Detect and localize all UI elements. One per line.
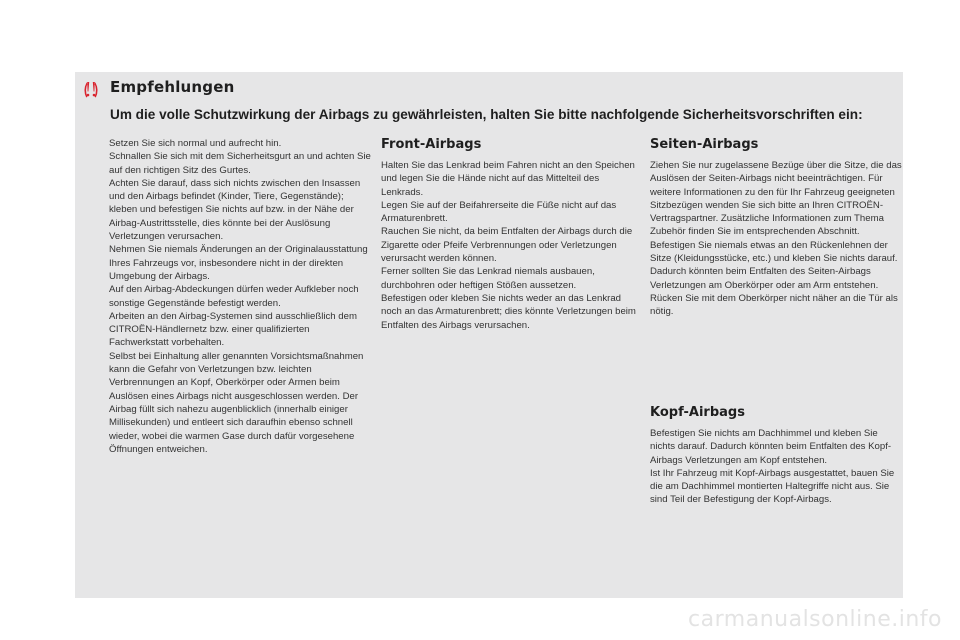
side-airbags-title: Seiten-Airbags — [650, 137, 759, 152]
front-airbags-paragraph: Befestigen oder kleben Sie nichts weder an das Lenkrad noch an das Armaturenbrett; dies könnte Verletzungen beim Entfalten des Airbags verursachen. — [381, 292, 636, 331]
head-airbags-paragraph: Befestigen Sie nichts am Dachhimmel und kleben Sie nichts darauf. Dadurch könnten beim Entfalten des Kopf-Airbags Verletzungen am Kopf entstehen. — [650, 428, 892, 466]
front-airbags-paragraph: Halten Sie das Lenkrad beim Fahren nicht an den Speichen und legen Sie die Hände nicht auf das Mittelteil des Lenkrads. — [381, 160, 635, 198]
intro-column — [109, 137, 371, 456]
head-airbags-paragraph: Ist Ihr Fahrzeug mit Kopf-Airbags ausgestattet, bauen Sie die am Dachhimmel montierten Haltegriffe nicht aus. Sie sind Teil der Befestigung der Kopf-Airbags. — [650, 467, 895, 506]
page-title: Empfehlungen — [110, 78, 235, 96]
intro-paragraph: Achten Sie darauf, dass sich nichts zwischen den Insassen und den Airbags befindet (Kinder, Tiere, Gegenstände); kleben und befestigen Sie nichts auf bzw. in der Nähe der Airbag-Austrittsstelle, dies könnte bei der Auslösung Verletzungen verursachen. — [109, 177, 361, 243]
front-airbags-paragraph: Rauchen Sie nicht, da beim Entfalten der Airbags durch die Zigarette oder Pfeife Verbrennungen oder Verletzungen verursacht werden können. — [381, 226, 633, 265]
side-airbags-paragraph: Rücken Sie mit dem Oberkörper nicht näher an die Tür als nötig. — [650, 292, 898, 318]
front-airbags-paragraph: Ferner sollten Sie das Lenkrad niemals ausbauen, durchbohren oder heftigen Stößen aussetzen. — [381, 266, 595, 291]
intro-paragraph: Auf den Airbag-Abdeckungen dürfen weder Aufkleber noch sonstige Gegenstände befestigt werden. — [109, 284, 359, 309]
watermark: carmanualsonline.info — [688, 607, 942, 632]
intro-paragraph: Selbst bei Einhaltung aller genannten Vorsichtsmaßnahmen kann die Gefahr von Verletzungen bzw. leichten Verbrennungen an Kopf, Oberkörper oder Armen beim Auslösen eines Airbags nicht ausgeschlossen werden. Der Airbag füllt sich nahezu augenblicklich (innerhalb einiger Millisekunden) und entleert sich daraufhin ebenso schnell wieder, wobei die warmen Gase durch dafür vorgesehene Öffnungen entweichen. — [109, 350, 364, 455]
intro-paragraph: Nehmen Sie niemals Änderungen an der Originalausstattung Ihres Fahrzeugs vor, insbesondere nicht in der direkten Umgebung der Airbags. — [109, 244, 368, 282]
side-airbags-paragraph: Befestigen Sie niemals etwas an den Rückenlehnen der Sitze (Kleidungsstücke, etc.) und kleben Sie nichts darauf. Dadurch könnten beim Entfalten des Seiten-Airbags Verletzungen am Oberkörper oder am Arm entstehen. — [650, 239, 898, 291]
front-airbags-paragraph: Legen Sie auf der Beifahrerseite die Füße nicht auf das Armaturenbrett. — [381, 199, 617, 225]
page-subtitle: Um die volle Schutzwirkung der Airbags zu gewährleisten, halten Sie bitte nachfolgende Sicherheitsvorschriften ein: — [110, 107, 863, 122]
head-airbags-title: Kopf-Airbags — [650, 405, 745, 420]
intro-paragraph: Setzen Sie sich normal und aufrecht hin. — [109, 138, 282, 149]
warning-icon — [80, 79, 102, 101]
head-airbags-section — [650, 405, 902, 507]
intro-paragraph: Schnallen Sie sich mit dem Sicherheitsgurt an und achten Sie auf den richtigen Sitz des Gurtes. — [109, 151, 371, 176]
side-airbags-paragraph: Ziehen Sie nur zugelassene Bezüge über die Sitze, die das Auslösen der Seiten-Airbags nicht beeinträchtigen. Für weitere Informationen zu den für Ihr Fahrzeug geeigneten Sitzbezügen wenden Sie sich bitte an Ihren CITROËN-Vertragspartner. Zusätzliche Informationen zum Thema Zubehör finden Sie im entsprechenden Abschnitt. — [650, 160, 902, 238]
front-airbags-section — [381, 137, 643, 332]
intro-paragraph: Arbeiten an den Airbag-Systemen sind ausschließlich dem CITROËN-Händlernetz bzw. einer qualifizierten Fachwerkstatt vorbehalten. — [109, 310, 357, 349]
front-airbags-title: Front-Airbags — [381, 137, 482, 152]
side-airbags-section — [650, 137, 902, 319]
